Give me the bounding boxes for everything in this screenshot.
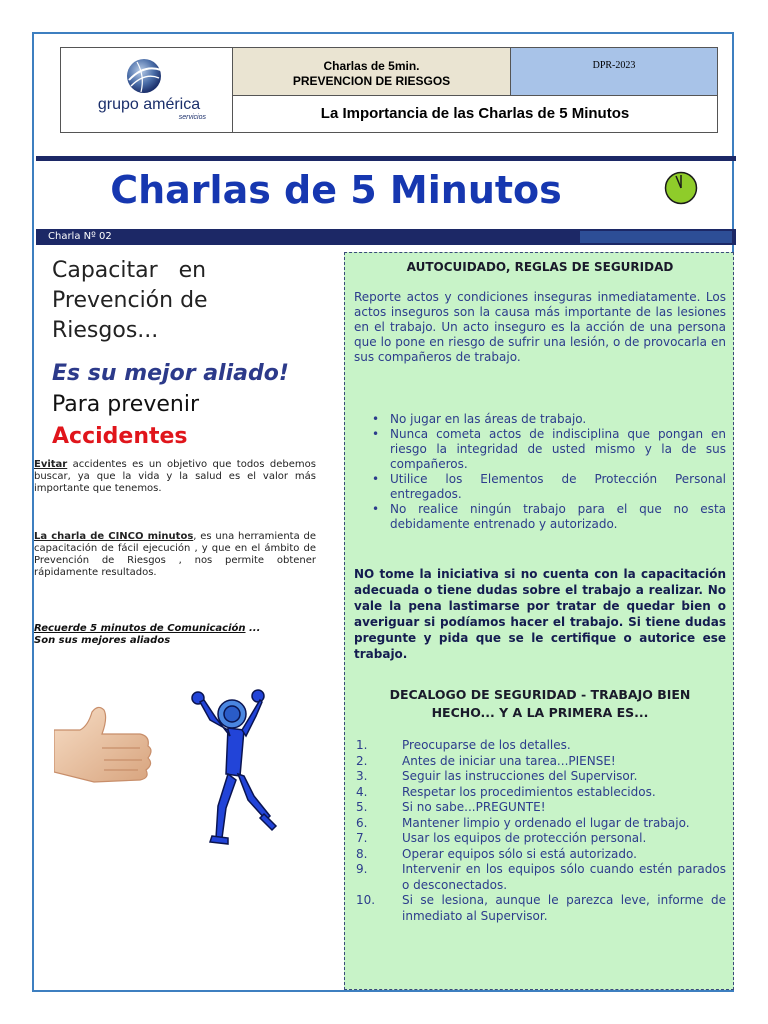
recuerde-underlined: Recuerde 5 minutos de Comunicación bbox=[34, 623, 246, 634]
decalogo-number: 1. bbox=[356, 738, 368, 752]
para-prevenir: Para prevenir bbox=[52, 392, 199, 417]
paragraph-charla-keyword: La charla de CINCO minutos bbox=[34, 531, 194, 542]
clock-icon bbox=[664, 171, 698, 205]
paragraph-charla bbox=[34, 531, 316, 579]
decalogo-item bbox=[354, 816, 726, 832]
paragraph-evitar-keyword: Evitar bbox=[34, 459, 68, 470]
bullet-item: • No jugar en las áreas de trabajo. bbox=[372, 412, 726, 427]
decalogo-item bbox=[354, 862, 726, 893]
stick-figure-icon bbox=[188, 688, 288, 848]
decalogo-number: 10. bbox=[356, 893, 376, 907]
warning-paragraph: NO tome la iniciativa si no cuenta con la capacitación adecuada o tiene dudas sobre el trabajo a realizar. No vale la pena lastimarse por tratar de quedar bien o averiguar si podíamos hacer el trabajo. Si tiene dudas pregunte y pida que se le certifique o autorice ese trabajo. bbox=[354, 567, 726, 661]
decalogo-text: Si no sabe...PREGUNTE! bbox=[402, 800, 546, 814]
intro-paragraph: Reporte actos y condiciones inseguras inmediatamente. Los actos inseguros son la causa más importante de las lesiones en el trabajo. Un acto inseguro es la acción de una persona que lo pone en riesgo de sufrir una lesión, o de provocarla en sus compañeros de trabajo. bbox=[354, 290, 726, 364]
safety-bullet-list bbox=[372, 412, 726, 532]
decalogo-item bbox=[354, 800, 726, 816]
decalogo-text: Intervenir en los equipos sólo cuando estén parados o desconectados. bbox=[402, 862, 726, 892]
paragraph-evitar-text: accidentes es un objetivo que todos debemos buscar, ya que la vida y la salud es el valor más importante que tenemos. bbox=[34, 459, 316, 494]
bullet-item: • Utilice los Elementos de Protección Personal entregados. bbox=[372, 472, 726, 502]
bullet-item: • Nunca cometa actos de indisciplina que pongan en riesgo la integridad de usted mismo y la de sus compañeros. bbox=[372, 427, 726, 472]
brand-name: grupo américa bbox=[97, 96, 201, 113]
decalogo-item bbox=[354, 769, 726, 785]
decalogo-text: Si se lesiona, aunque le parezca leve, informe de inmediato al Supervisor. bbox=[402, 893, 726, 923]
decalogo-text: Preocuparse de los detalles. bbox=[402, 738, 571, 752]
document-code: DPR-2023 bbox=[511, 48, 717, 96]
decalogo-title-line2: HECHO... Y A LA PRIMERA ES... bbox=[431, 705, 649, 720]
charla-number: Charla Nº 02 bbox=[48, 231, 112, 242]
recuerde-line2: Son sus mejores aliados bbox=[34, 635, 171, 646]
heading-line-3: Riesgos... bbox=[52, 318, 159, 343]
main-title: Charlas de 5 Minutos bbox=[110, 168, 562, 212]
decalogo-number: 9. bbox=[356, 862, 368, 876]
decalogo-number: 4. bbox=[356, 784, 368, 799]
decalogo-text: Antes de iniciar una tarea...PIENSE! bbox=[402, 753, 616, 768]
charla-bar-accent bbox=[580, 231, 732, 243]
decalogo-item bbox=[354, 847, 726, 863]
header-title-cell bbox=[233, 48, 511, 96]
decalogo-item bbox=[354, 893, 726, 924]
decalogo-text: Operar equipos sólo si está autorizado. bbox=[402, 846, 637, 861]
header-title-line2: PREVENCION DE RIESGOS bbox=[292, 74, 451, 88]
heading-line-2: Prevención de bbox=[52, 288, 208, 313]
paragraph-charla-text: , es una herramienta de capacitación de fácil ejecución , y que en el ámbito de Prevención de Riesgos , nos permite obtener rápidamente resultados. bbox=[34, 531, 316, 578]
recuerde-note bbox=[34, 623, 260, 647]
thumbs-up-icon bbox=[54, 704, 158, 792]
decalogo-text: Seguir las instrucciones del Supervisor. bbox=[402, 769, 638, 783]
logo-cell bbox=[61, 48, 233, 132]
header-table bbox=[60, 47, 718, 133]
decalogo-item bbox=[354, 785, 726, 801]
section-autocuidado-title: AUTOCUIDADO, REGLAS DE SEGURIDAD bbox=[406, 260, 674, 274]
header-subtitle: La Importancia de las Charlas de 5 Minutos bbox=[320, 105, 630, 122]
decalogo-number: 7. bbox=[356, 831, 368, 845]
header-title-line1: Charlas de 5min. bbox=[323, 59, 420, 73]
aliado-slogan: Es su mejor aliado! bbox=[52, 361, 289, 386]
bullet-item: • No realice ningún trabajo para el que no esta debidamente entrenado y autorizado. bbox=[372, 502, 726, 532]
decalogo-title-line1: DECALOGO DE SEGURIDAD - TRABAJO BIEN bbox=[389, 687, 691, 702]
section-decalogo-title bbox=[348, 686, 732, 722]
decalogo-number: 2. bbox=[356, 753, 368, 768]
decalogo-number: 3. bbox=[356, 769, 368, 783]
decalogo-text: Respetar los procedimientos establecidos. bbox=[402, 784, 656, 799]
left-heading bbox=[52, 256, 302, 346]
decalogo-item bbox=[354, 831, 726, 847]
decalogo-item bbox=[354, 754, 726, 770]
brand-sub: servicios bbox=[178, 114, 206, 121]
decalogo-list bbox=[354, 738, 726, 924]
accidentes-word: Accidentes bbox=[52, 424, 188, 449]
title-top-bar bbox=[36, 156, 736, 161]
recuerde-rest: ... bbox=[245, 623, 261, 634]
decalogo-number: 5. bbox=[356, 800, 368, 814]
decalogo-text: Usar los equipos de protección personal. bbox=[402, 831, 647, 845]
decalogo-text: Mantener limpio y ordenado el lugar de trabajo. bbox=[402, 815, 690, 830]
decalogo-number: 8. bbox=[356, 846, 368, 861]
globe-logo-icon bbox=[123, 56, 165, 96]
decalogo-item bbox=[354, 738, 726, 754]
heading-line-1: Capacitar en bbox=[52, 258, 207, 283]
paragraph-evitar bbox=[34, 459, 316, 495]
decalogo-number: 6. bbox=[356, 815, 368, 830]
